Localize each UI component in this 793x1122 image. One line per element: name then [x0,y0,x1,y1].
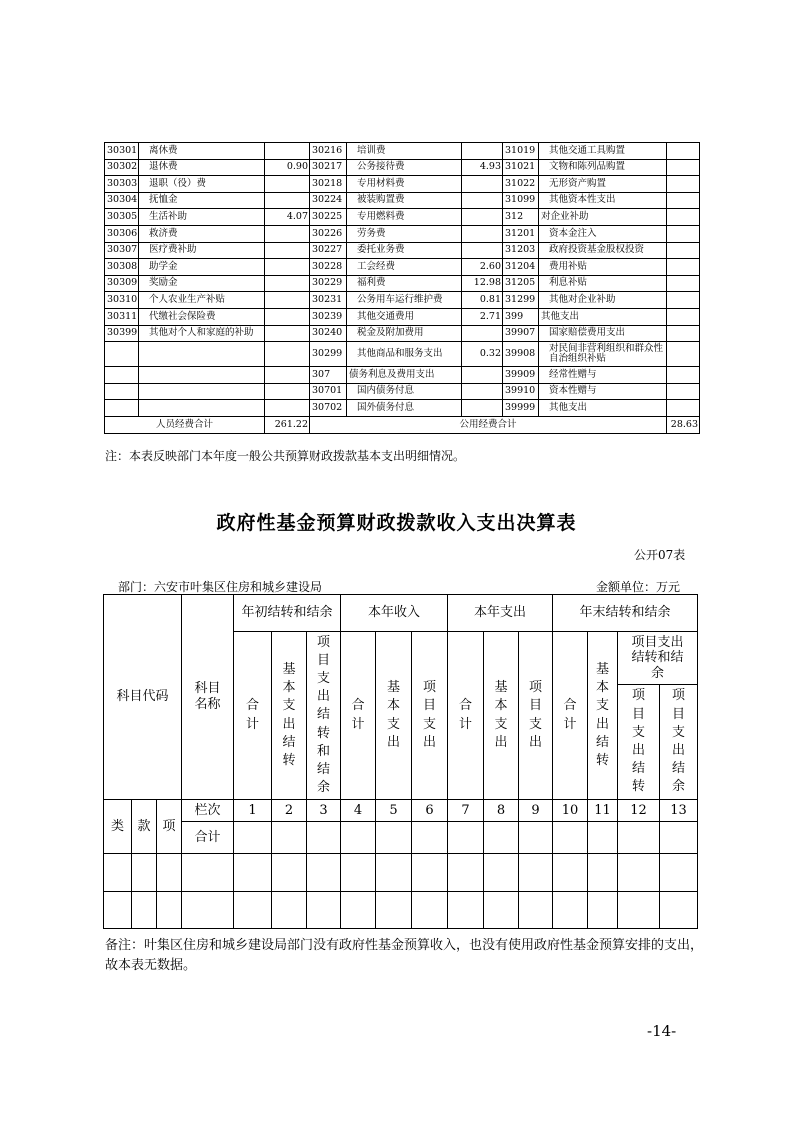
subject-code-cell: 30701 [310,383,347,400]
amount-cell [667,292,700,309]
subject-code-cell: 30239 [310,308,347,325]
subject-code-cell: 30303 [105,176,139,193]
subject-code-cell: 30224 [310,192,347,209]
subject-code-cell: 307 [310,367,347,384]
amount-cell [667,209,700,226]
amount-cell [462,192,503,209]
totals-row [105,416,700,433]
amount-cell [265,259,310,276]
subject-name-cell: 其他商品和服务支出 [347,342,462,367]
subject-code-cell: 30229 [310,275,347,292]
total-label: 合计 [182,822,234,854]
begin-balance-group: 年初结转和结余 [234,595,341,632]
subject-code-cell [105,342,139,367]
empty-row [104,892,698,929]
kuan-label: 款 [132,800,157,854]
expense-total: 合计 [448,632,484,800]
end-total: 合计 [553,632,588,800]
subject-name-cell: 利息补贴 [539,275,667,292]
subject-name-cell: 国外债务付息 [347,400,462,417]
subject-code-cell: 30240 [310,325,347,342]
end-basic-carry: 基本支出结转 [588,632,618,800]
table-row [105,292,700,309]
empty-row [104,854,698,892]
amount-cell [667,259,700,276]
subject-code-cell: 30299 [310,342,347,367]
subject-code-cell: 30306 [105,225,139,242]
subject-code-cell: 31021 [503,159,539,176]
amount-cell [265,242,310,259]
subject-code-cell: 31022 [503,176,539,193]
end-project-carry: 项目支出结转 [618,685,660,800]
column-number: 12 [618,800,660,822]
subject-code-cell: 30301 [105,143,139,160]
amount-cell [265,292,310,309]
basic-expenditure-detail-table [104,142,700,434]
subject-name-cell: 生活补助 [139,209,265,226]
amount-cell [265,143,310,160]
subject-code-cell: 31205 [503,275,539,292]
subject-name-cell: 退休费 [139,159,265,176]
column-number: 8 [484,800,519,822]
income-total: 合计 [341,632,376,800]
subject-code-cell: 30227 [310,242,347,259]
amount-cell [462,209,503,226]
subject-name-cell: 文物和陈列品购置 [539,159,667,176]
amount-cell: 2.71 [462,308,503,325]
column-number-row [104,800,698,822]
income-basic: 基本支出 [376,632,412,800]
subject-name-cell: 专用材料费 [347,176,462,193]
amount-cell [265,367,310,384]
table-row [105,400,700,417]
amount-cell [462,383,503,400]
column-number: 6 [412,800,448,822]
subject-name-cell: 其他交通费用 [347,308,462,325]
subject-name-cell: 专用燃料费 [347,209,462,226]
personnel-total-value: 261.22 [265,416,310,433]
subject-code-cell: 30399 [105,325,139,342]
column-number: 5 [376,800,412,822]
amount-cell: 0.32 [462,342,503,367]
column-number: 1 [234,800,272,822]
subject-name-cell: 政府投资基金股权投资 [539,242,667,259]
subject-name-cell: 代缴社会保险费 [139,308,265,325]
subject-name-cell [139,367,265,384]
subject-code-cell: 30216 [310,143,347,160]
amount-cell [462,242,503,259]
begin-total: 合计 [234,632,272,800]
amount-cell [265,192,310,209]
subject-name-cell: 其他支出 [539,400,667,417]
amount-cell [265,176,310,193]
subject-name-cell: 离休费 [139,143,265,160]
subject-name-cell: 无形资产购置 [539,176,667,193]
table-row [105,383,700,400]
subject-name-cell [139,400,265,417]
subject-name-cell: 公务接待费 [347,159,462,176]
subject-name-cell [139,383,265,400]
expense-group: 本年支出 [448,595,553,632]
amount-cell [667,143,700,160]
table-row [105,225,700,242]
table-row [105,176,700,193]
amount-cell [265,308,310,325]
total-row [104,822,698,854]
column-number: 4 [341,800,376,822]
column-number: 2 [272,800,307,822]
subject-code-cell: 30310 [105,292,139,309]
subject-name-cell: 福利费 [347,275,462,292]
expense-basic: 基本支出 [484,632,519,800]
subject-name-cell [139,342,265,367]
public-total-label: 公用经费合计 [310,416,667,433]
table-row [105,308,700,325]
subject-name-cell: 被装购置费 [347,192,462,209]
public-total-value: 28.63 [667,416,700,433]
income-group: 本年收入 [341,595,448,632]
subject-code-cell: 39909 [503,367,539,384]
table-row [105,242,700,259]
subject-code-cell: 30228 [310,259,347,276]
subject-name-cell: 培训费 [347,143,462,160]
amount-cell [462,400,503,417]
amount-cell [667,159,700,176]
subject-code-cell: 31299 [503,292,539,309]
table-row [105,342,700,367]
amount-cell [667,275,700,292]
subject-name-cell: 其他交通工具购置 [539,143,667,160]
subject-name-cell: 税金及附加费用 [347,325,462,342]
amount-cell [265,275,310,292]
subject-name-cell: 其他对个人和家庭的补助 [139,325,265,342]
subject-code-cell: 30304 [105,192,139,209]
table-row [105,143,700,160]
amount-cell [667,367,700,384]
amount-cell [667,192,700,209]
subject-code-cell: 30302 [105,159,139,176]
subject-code-cell: 30226 [310,225,347,242]
amount-cell [265,400,310,417]
subject-name-cell: 其他对企业补助 [539,292,667,309]
subject-code-cell: 30311 [105,308,139,325]
column-number: 10 [553,800,588,822]
subject-code-header: 科目代码 [104,595,182,800]
begin-basic-carry: 基本支出结转 [272,632,307,800]
subject-code-cell: 39908 [503,342,539,367]
subject-code-cell: 39907 [503,325,539,342]
subject-name-cell: 退职（役）费 [139,176,265,193]
amount-cell [265,383,310,400]
page-title: 政府性基金预算财政拨款收入支出决算表 [216,512,577,534]
amount-cell: 4.93 [462,159,503,176]
subject-code-cell: 30305 [105,209,139,226]
subject-name-cell: 其他资本性支出 [539,192,667,209]
table-row [105,325,700,342]
column-number: 7 [448,800,484,822]
amount-cell [265,225,310,242]
income-project: 项目支出 [412,632,448,800]
subject-name-cell: 抚恤金 [139,192,265,209]
subject-code-cell: 39910 [503,383,539,400]
amount-cell [462,225,503,242]
subject-name-cell: 对民间非营利组织和群众性自治组织补贴 [539,342,667,367]
subject-code-cell [105,400,139,417]
subject-code-cell: 30309 [105,275,139,292]
amount-cell [667,225,700,242]
subject-name-cell: 对企业补助 [539,209,667,226]
amount-cell [265,342,310,367]
subject-code-cell: 30225 [310,209,347,226]
subject-code-cell: 30702 [310,400,347,417]
personnel-total-label: 人员经费合计 [105,416,265,433]
amount-cell: 12.98 [462,275,503,292]
subject-name-cell: 资本金注入 [539,225,667,242]
subject-name-cell: 经常性赠与 [539,367,667,384]
subject-code-cell: 30308 [105,259,139,276]
subject-name-cell: 个人农业生产补贴 [139,292,265,309]
amount-cell: 0.81 [462,292,503,309]
subject-code-cell: 30307 [105,242,139,259]
column-number: 3 [307,800,341,822]
subject-code-cell: 31099 [503,192,539,209]
end-project-surplus: 项目支出结余 [660,685,698,800]
begin-project-carry: 项目支出结转和结余 [307,632,341,800]
subject-code-cell: 31201 [503,225,539,242]
amount-cell [265,325,310,342]
subject-code-cell: 31204 [503,259,539,276]
amount-cell: 2.60 [462,259,503,276]
subject-name-header: 科目名称 [182,595,234,800]
table-row [105,192,700,209]
subject-code-cell: 39999 [503,400,539,417]
subject-code-cell: 31203 [503,242,539,259]
end-project-group: 项目支出结转和结余 [618,632,698,685]
amount-cell [667,308,700,325]
table-row [105,159,700,176]
amount-cell [462,143,503,160]
amount-cell [667,400,700,417]
column-number: 13 [660,800,698,822]
subject-name-cell: 其他支出 [539,308,667,325]
subject-name-cell: 救济费 [139,225,265,242]
xiang-label: 项 [157,800,182,854]
table-row [105,259,700,276]
subject-code-cell: 30218 [310,176,347,193]
amount-cell [462,367,503,384]
amount-cell [667,242,700,259]
department-label: 部门：六安市叶集区住房和城乡建设局 [118,580,323,594]
subject-code-cell [105,383,139,400]
amount-cell [667,176,700,193]
subject-code-cell: 30217 [310,159,347,176]
lanci-label: 栏次 [182,800,234,822]
amount-cell [667,383,700,400]
subject-name-cell: 奖励金 [139,275,265,292]
amount-unit-label: 金额单位：万元 [596,580,681,594]
table-note: 注：本表反映部门本年度一般公共预算财政拨款基本支出明细情况。 [105,449,466,463]
subject-name-cell: 资本性赠与 [539,383,667,400]
subject-name-cell: 医疗费补助 [139,242,265,259]
table-row [105,275,700,292]
subject-name-cell: 助学金 [139,259,265,276]
amount-cell [667,325,700,342]
subject-name-cell: 劳务费 [347,225,462,242]
subject-name-cell: 费用补贴 [539,259,667,276]
table-row [105,367,700,384]
subject-code-cell [105,367,139,384]
subject-name-cell: 国内债务付息 [347,383,462,400]
amount-cell [667,342,700,367]
amount-cell [462,325,503,342]
table-row [105,209,700,226]
subject-code-cell: 31019 [503,143,539,160]
subject-code-cell: 312 [503,209,539,226]
amount-cell [462,176,503,193]
remark-note: 备注：叶集区住房和城乡建设局部门没有政府性基金预算收入，也没有使用政府性基金预算安排的支出，故本表无数据。 [105,938,704,973]
subject-name-cell: 国家赔偿费用支出 [539,325,667,342]
subject-name-cell: 委托业务费 [347,242,462,259]
subject-name-cell: 债务利息及费用支出 [347,367,462,384]
column-number: 9 [519,800,553,822]
subject-name-cell: 工会经费 [347,259,462,276]
subject-name-cell: 公务用车运行维护费 [347,292,462,309]
page-number: -14- [647,1022,677,1040]
government-fund-table [103,594,698,929]
column-number: 11 [588,800,618,822]
subject-code-cell: 399 [503,308,539,325]
end-balance-group: 年末结转和结余 [553,595,698,632]
amount-cell: 0.90 [265,159,310,176]
lei-label: 类 [104,800,132,854]
amount-cell: 4.07 [265,209,310,226]
expense-project: 项目支出 [519,632,553,800]
table-number: 公开07表 [634,548,686,562]
subject-code-cell: 30231 [310,292,347,309]
